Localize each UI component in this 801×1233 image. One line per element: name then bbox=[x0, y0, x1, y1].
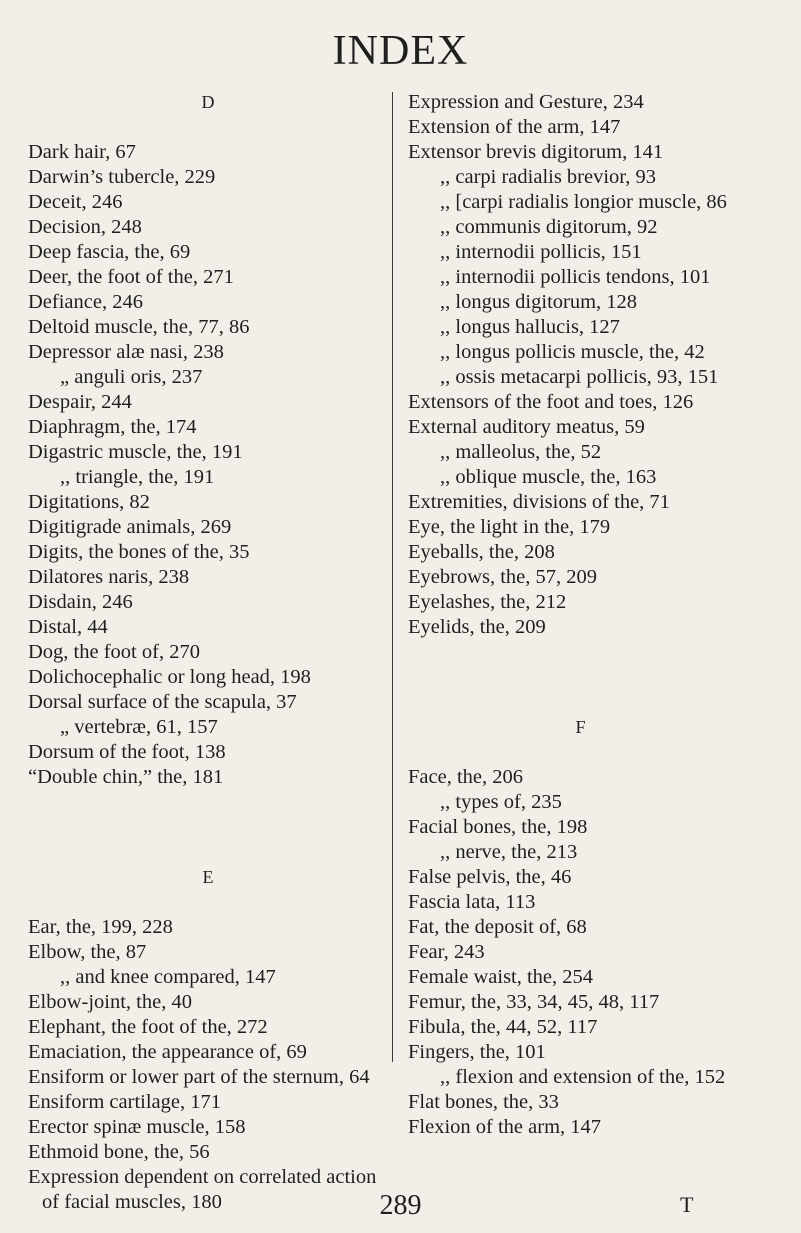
index-entry: Ear, the, 199, 228 bbox=[28, 916, 173, 938]
index-subentry: ,, communis digitorum, 92 bbox=[440, 216, 658, 238]
section-gap bbox=[28, 115, 388, 140]
page-title: INDEX bbox=[332, 28, 469, 74]
index-entry: Fibula, the, 44, 52, 117 bbox=[408, 1016, 598, 1038]
index-entry: False pelvis, the, 46 bbox=[408, 866, 572, 888]
index-entry: Dog, the foot of, 270 bbox=[28, 641, 200, 663]
index-entry: Elbow, the, 87 bbox=[28, 941, 147, 963]
section-gap bbox=[408, 740, 753, 765]
index-entry: Diaphragm, the, 174 bbox=[28, 416, 197, 438]
index-entry: Eye, the light in the, 179 bbox=[408, 516, 611, 538]
index-subentry: ,, longus hallucis, 127 bbox=[440, 316, 620, 338]
index-entry: Extremities, divisions of the, 71 bbox=[408, 491, 670, 513]
index-entry: Female waist, the, 254 bbox=[408, 966, 594, 988]
index-entry: Eyebrows, the, 57, 209 bbox=[408, 566, 598, 588]
index-entry: Fascia lata, 113 bbox=[408, 891, 536, 913]
index-subentry: ,, and knee compared, 147 bbox=[60, 966, 276, 988]
index-entry: Despair, 244 bbox=[28, 391, 132, 413]
index-entry: Digitations, 82 bbox=[28, 491, 150, 513]
index-subentry: ,, types of, 235 bbox=[440, 791, 562, 813]
index-entry: Deer, the foot of the, 271 bbox=[28, 266, 234, 288]
index-entry: Dorsal surface of the scapula, 37 bbox=[28, 691, 297, 713]
section-gap bbox=[408, 690, 753, 715]
index-subentry: ,, carpi radialis brevior, 93 bbox=[440, 166, 657, 188]
index-entry: Fear, 243 bbox=[408, 941, 485, 963]
index-entry: Elbow-joint, the, 40 bbox=[28, 991, 192, 1013]
section-gap bbox=[28, 840, 388, 865]
section-gap bbox=[408, 665, 753, 690]
index-entry: Dorsum of the foot, 138 bbox=[28, 741, 226, 763]
index-entry: Ensiform or lower part of the sternum, 64 bbox=[28, 1066, 370, 1088]
section-gap bbox=[28, 890, 388, 915]
column-divider bbox=[392, 92, 393, 1062]
index-entry: Extension of the arm, 147 bbox=[408, 116, 621, 138]
index-entry: Dilatores naris, 238 bbox=[28, 566, 190, 588]
index-entry: Facial bones, the, 198 bbox=[408, 816, 588, 838]
section-letter: D bbox=[201, 92, 215, 112]
index-entry: Disdain, 246 bbox=[28, 591, 133, 613]
index-column-right bbox=[408, 90, 753, 1140]
section-gap bbox=[28, 790, 388, 815]
index-entry: Depressor alæ nasi, 238 bbox=[28, 341, 224, 363]
index-entry: Dolichocephalic or long head, 198 bbox=[28, 666, 311, 688]
index-entry: Eyelashes, the, 212 bbox=[408, 591, 567, 613]
index-entry: Elephant, the foot of the, 272 bbox=[28, 1016, 268, 1038]
index-entry: Darwin’s tubercle, 229 bbox=[28, 166, 216, 188]
index-subentry: ,, [carpi radialis longior muscle, 86 bbox=[440, 191, 727, 213]
index-entry: Distal, 44 bbox=[28, 616, 108, 638]
index-entry: Deltoid muscle, the, 77, 86 bbox=[28, 316, 250, 338]
index-entry: Extensor brevis digitorum, 141 bbox=[408, 141, 664, 163]
index-entry: Decision, 248 bbox=[28, 216, 142, 238]
index-subentry: ,, ossis metacarpi pollicis, 93, 151 bbox=[440, 366, 719, 388]
index-entry: Fingers, the, 101 bbox=[408, 1041, 546, 1063]
index-entry: Digastric muscle, the, 191 bbox=[28, 441, 243, 463]
index-subentry: ,, internodii pollicis tendons, 101 bbox=[440, 266, 711, 288]
index-entry: Expression and Gesture, 234 bbox=[408, 91, 644, 113]
index-entry: Emaciation, the appearance of, 69 bbox=[28, 1041, 307, 1063]
index-subentry: ,, nerve, the, 213 bbox=[440, 841, 578, 863]
index-subentry: ,, internodii pollicis, 151 bbox=[440, 241, 642, 263]
index-entry: Eyelids, the, 209 bbox=[408, 616, 546, 638]
index-subentry: „ vertebræ, 61, 157 bbox=[60, 716, 218, 738]
index-entry: Expression dependent on correlated action of facial muscles, 180 bbox=[28, 1166, 377, 1213]
page-number: 289 bbox=[379, 1190, 422, 1221]
index-entry: Face, the, 206 bbox=[408, 766, 523, 788]
section-gap bbox=[408, 640, 753, 665]
section-gap bbox=[28, 815, 388, 840]
index-entry: Fat, the deposit of, 68 bbox=[408, 916, 587, 938]
index-entry: Extensors of the foot and toes, 126 bbox=[408, 391, 694, 413]
index-entry: Erector spinæ muscle, 158 bbox=[28, 1116, 246, 1138]
section-letter: E bbox=[202, 867, 214, 887]
index-column-left bbox=[28, 90, 388, 1215]
index-entry: Deep fascia, the, 69 bbox=[28, 241, 191, 263]
index-subentry: ,, longus pollicis muscle, the, 42 bbox=[440, 341, 705, 363]
index-subentry: ,, flexion and extension of the, 152 bbox=[440, 1066, 726, 1088]
section-letter: F bbox=[575, 717, 586, 737]
index-entry: Defiance, 246 bbox=[28, 291, 143, 313]
index-subentry: ,, longus digitorum, 128 bbox=[440, 291, 638, 313]
index-subentry: ,, oblique muscle, the, 163 bbox=[440, 466, 657, 488]
index-entry: Digits, the bones of the, 35 bbox=[28, 541, 250, 563]
index-entry: Flat bones, the, 33 bbox=[408, 1091, 559, 1113]
index-entry: “Double chin,” the, 181 bbox=[28, 766, 224, 788]
index-entry: Eyeballs, the, 208 bbox=[408, 541, 555, 563]
index-entry: Digitigrade animals, 269 bbox=[28, 516, 232, 538]
index-entry: Ensiform cartilage, 171 bbox=[28, 1091, 221, 1113]
index-subentry: ,, malleolus, the, 52 bbox=[440, 441, 602, 463]
index-subentry: ,, triangle, the, 191 bbox=[60, 466, 215, 488]
signature-mark: T bbox=[680, 1192, 694, 1217]
index-entry: External auditory meatus, 59 bbox=[408, 416, 645, 438]
index-entry: Deceit, 246 bbox=[28, 191, 123, 213]
index-entry: Ethmoid bone, the, 56 bbox=[28, 1141, 210, 1163]
index-entry: Flexion of the arm, 147 bbox=[408, 1116, 602, 1138]
index-subentry: „ anguli oris, 237 bbox=[60, 366, 203, 388]
index-entry: Dark hair, 67 bbox=[28, 141, 136, 163]
index-entry: Femur, the, 33, 34, 45, 48, 117 bbox=[408, 991, 660, 1013]
